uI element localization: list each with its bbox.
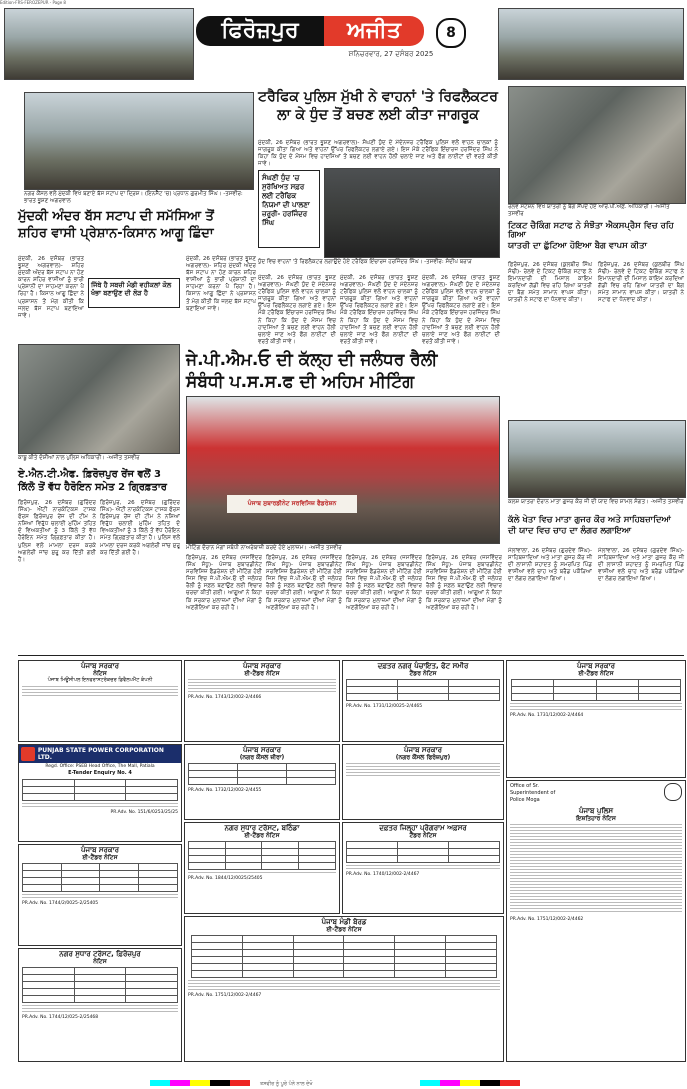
bus-stand-body-col2: ਮੁੱਦਕੀ, 26 ਦਸੰਬਰ (ਭਾਰਤ ਭੂਸ਼ਣ ਅਗਰਵਾਲ)- ਸ਼ਹਿਰ ਮੁੱਦਕੀ ਅੰਦਰ ਬੱਸ ਸਟਾਪ ਨਾ ਹੋਣ ਕਾਰਨ ਸ਼ਹਿਰ ਵਾਸੀਆਂ ਨੂੰ ਭਾਰੀ ਪ੍ਰੇਸ਼ਾਨੀ ਦਾ ਸਾਹਮਣਾ ਕਰਨਾ ਪੈ ਰਿਹਾ ਹੈ। ਕਿਸਾਨ ਆਗੂ ਛਿੰਦਾ ਨੇ ਪ੍ਰਸ਼ਾਸਨ ਤੋਂ ਮੰਗ ਕੀਤੀ ਕਿ ਜਲਦ ਬੱਸ ਸਟਾਪ ਬਣਾਇਆ ਜਾਵੇ। [186, 256, 256, 312]
gurdwara-photo [508, 420, 686, 498]
ads-divider [18, 655, 684, 656]
ad-mid-third-title: ਪੰਜਾਬ ਸਰਕਾਰ [403, 746, 442, 754]
masthead-title-part2: ਅਜੀਤ [324, 16, 424, 46]
ad-pspcl-table [22, 779, 178, 801]
police-emblem-icon [664, 783, 682, 801]
ad-left-top-text: ਪੰਜਾਬ ਮਿਊਂਸੀਪਲ ਇਨਫਰਾਸਟਰੱਕਚਰ ਡਿਵੈਲਪਮੈਂਟ ਕੰਪਨੀ [47, 677, 153, 683]
rally-headline-line1: ਜੇ.ਪੀ.ਐਮ.ਓ ਦੀ ਕੱਲ੍ਹ ਦੀ ਜਲੰਧਰ ਰੈਲੀ [186, 350, 438, 370]
bus-stand-headline-line2: ਸ਼ਹਿਰ ਵਾਸੀ ਪ੍ਰੇਸ਼ਾਨ-ਕਿਸਾਨ ਆਗੂ ਛਿੰਦਾ [18, 225, 214, 241]
masthead-right-photo [498, 8, 684, 80]
ad-mid-second [184, 744, 340, 820]
antf-headline [18, 470, 180, 493]
pspcl-logo-icon [21, 747, 35, 761]
ad-mid-fifth-title: ਦਫ਼ਤਰ ਜਿਲ੍ਹਾ ਪ੍ਰੋਗਰਾਮ ਅਫ਼ਸਰ [379, 824, 467, 832]
rally-body-col2: ਫ਼ਿਰੋਜ਼ਪੁਰ, 26 ਦਸੰਬਰ (ਜਸਵਿੰਦਰ ਸਿੰਘ ਸੰਧੂ)- ਪੰਜਾਬ ਸੁਬਾਰਡੀਨੇਟ ਸਰਵਿਸਿਜ਼ ਫੈਡਰੇਸ਼ਨ ਦੀ ਮੀਟਿੰਗ ਹੋਈ ਜਿਸ ਵਿਚ ਜੇ.ਪੀ.ਐਮ.ਓ ਦੀ ਜਲੰਧਰ ਰੈਲੀ ਨੂੰ ਸਫ਼ਲ ਬਣਾਉਣ ਲਈ ਵਿਚਾਰ ਚਰਚਾ ਕੀਤੀ ਗਈ। ਆਗੂਆਂ ਨੇ ਕਿਹਾ ਕਿ ਸਰਕਾਰ ਮੁਲਾਜ਼ਮਾਂ ਦੀਆਂ ਮੰਗਾਂ ਨੂੰ ਅਣਗੌਲਿਆ ਕਰ ਰਹੀ ਹੈ। [266, 555, 342, 611]
ad-left-bottom-subtitle: ਨੋਟਿਸ [93, 958, 107, 965]
ad-left-top-title: ਪੰਜਾਬ ਸਰਕਾਰ [80, 662, 119, 670]
gurdwara-headline-line2: ਦੀ ਯਾਦ ਵਿਚ ਚਾਹ ਦਾ ਲੰਗਰ ਲਗਾਇਆ [508, 525, 632, 536]
ad-police-ref: PR.Adv. No. 1751/12/002-2/4462 [510, 917, 584, 922]
masthead [196, 10, 472, 66]
ad-left-bottom [18, 948, 182, 1062]
ad-police-subtitle: ਇਸ਼ਤਿਹਾਰ ਨੋਟਿਸ [576, 815, 616, 822]
train-headline-line1: ਟਿਕਟ ਚੈਕਿੰਗ ਸਟਾਫ ਨੇ ਸੰਝੌਤਾ ਐਕਸਪ੍ਰੈਸ ਵਿਚ ਰਹਿ ਗਿਆ [508, 221, 674, 240]
ad-mid-fourth-title: ਨਗਰ ਸੁਧਾਰ ਟਰੱਸਟ, ਬਠਿੰਡਾ [224, 824, 300, 832]
antf-headline-line2: ਕਿੱਲੋ ਤੋਂ ਵੱਧ ਹੈਰੋਇਨ ਸਮੇਤ 2 ਗ੍ਰਿਫ਼ਤਾਰ [18, 481, 167, 493]
ad-left-mid-subtitle: ਈ-ਟੈਂਡਰ ਨੋਟਿਸ [82, 854, 118, 861]
traffic-photo [324, 168, 500, 258]
ad-right-top-subtitle: ਟੈਂਡਰ ਨੋਟਿਸ [409, 670, 437, 677]
bus-stand-headline-line1: ਮੁੱਦਕੀ ਅੰਦਰ ਬੱਸ ਸਟਾਪ ਦੀ ਸਮੱਸਿਆ ਤੋਂ [18, 209, 214, 224]
train-photo-caption: ਰੇਲਵੇ ਸਟੇਸ਼ਨ ਵਿਖੇ ਯਾਤਰੀ ਨੂੰ ਬੈਗ ਸੌਂਪਦੇ ਹੋਏ ਆਰ.ਪੀ.ਐਫ਼. ਅਧਿਕਾਰੀ। -ਅਜੀਤ ਤਸਵੀਰ [508, 204, 670, 217]
train-headline-line2: ਯਾਤਰੀ ਦਾ ਛੁੱਟਿਆ ਹੋਇਆ ਬੈਗ ਵਾਪਸ ਕੀਤਾ [508, 240, 647, 251]
ad-right-mid [506, 660, 686, 778]
masthead-date: ਸ਼ਨਿਚਰਵਾਰ, 27 ਦਸੰਬਰ 2025 [348, 50, 434, 58]
train-body-col2: ਫ਼ਿਰੋਜ਼ਪੁਰ, 26 ਦਸੰਬਰ (ਕੁਲਬੀਰ ਸਿੰਘ ਸੋਢੀ)- ਰੇਲਵੇ ਦੇ ਟਿਕਟ ਚੈਕਿੰਗ ਸਟਾਫ ਨੇ ਇਮਾਨਦਾਰੀ ਦੀ ਮਿਸਾਲ ਕਾਇਮ ਕਰਦਿਆਂ ਗੱਡੀ ਵਿਚ ਰਹਿ ਗਿਆ ਯਾਤਰੀ ਦਾ ਬੈਗ ਸਮੇਤ ਸਾਮਾਨ ਵਾਪਸ ਕੀਤਾ। ਯਾਤਰੀ ਨੇ ਸਟਾਫ ਦਾ ਧੰਨਵਾਦ ਕੀਤਾ। [598, 262, 684, 304]
traffic-headline [258, 90, 498, 122]
ad-mid-sixth-title: ਪੰਜਾਬ ਮੰਡੀ ਬੋਰਡ [321, 918, 367, 926]
rally-body-col3: ਫ਼ਿਰੋਜ਼ਪੁਰ, 26 ਦਸੰਬਰ (ਜਸਵਿੰਦਰ ਸਿੰਘ ਸੰਧੂ)- ਪੰਜਾਬ ਸੁਬਾਰਡੀਨੇਟ ਸਰਵਿਸਿਜ਼ ਫੈਡਰੇਸ਼ਨ ਦੀ ਮੀਟਿੰਗ ਹੋਈ ਜਿਸ ਵਿਚ ਜੇ.ਪੀ.ਐਮ.ਓ ਦੀ ਜਲੰਧਰ ਰੈਲੀ ਨੂੰ ਸਫ਼ਲ ਬਣਾਉਣ ਲਈ ਵਿਚਾਰ ਚਰਚਾ ਕੀਤੀ ਗਈ। ਆਗੂਆਂ ਨੇ ਕਿਹਾ ਕਿ ਸਰਕਾਰ ਮੁਲਾਜ਼ਮਾਂ ਦੀਆਂ ਮੰਗਾਂ ਨੂੰ ਅਣਗੌਲਿਆ ਕਰ ਰਹੀ ਹੈ। [346, 555, 422, 611]
antf-body-col1: ਫ਼ਿਰੋਜ਼ਪੁਰ, 26 ਦਸੰਬਰ (ਗੁਰਿੰਦਰ ਸਿੰਘ)- ਐਂਟੀ ਨਾਰਕੋਟਿਕਸ ਟਾਸਕ ਫੋਰਸ ਫ਼ਿਰੋਜ਼ਪੁਰ ਰੇਂਜ ਦੀ ਟੀਮ ਨੇ ਨਸ਼ਿਆਂ ਵਿਰੁੱਧ ਚਲਾਈ ਮੁਹਿੰਮ ਤਹਿਤ ਦੋ ਵਿਅਕਤੀਆਂ ਨੂੰ 3 ਕਿੱਲੋ ਤੋਂ ਵੱਧ ਹੈਰੋਇਨ ਸਮੇਤ ਗ੍ਰਿਫ਼ਤਾਰ ਕੀਤਾ ਹੈ। ਪੁਲਿਸ ਵਲੋਂ ਮਾਮਲਾ ਦਰਜ ਕਰਕੇ ਅਗਲੇਰੀ ਜਾਂਚ ਸ਼ੁਰੂ ਕਰ ਦਿੱਤੀ ਗਈ ਹੈ। [18, 500, 96, 563]
masthead-left-photo [4, 8, 194, 80]
traffic-body-col1: ਮੁੱਦਕੀ, 26 ਦਸੰਬਰ (ਭਾਰਤ ਭੂਸ਼ਣ ਅਗਰਵਾਲ)- ਸੰਘਣੀ ਧੁੰਦ ਦੇ ਮੱਦੇਨਜ਼ਰ ਟਰੈਫਿਕ ਪੁਲਿਸ ਵਲੋਂ ਵਾਹਨ ਚਾਲਕਾਂ ਨੂੰ ਜਾਗਰੂਕ ਕੀਤਾ ਗਿਆ ਅਤੇ ਵਾਹਨਾਂ ਉੱਪਰ ਰਿਫਲੈਕਟਰ ਲਗਾਏ ਗਏ। ਇਸ ਮੌਕੇ ਟਰੈਫਿਕ ਇੰਚਾਰਜ ਹਰਜਿੰਦਰ ਸਿੰਘ ਨੇ ਕਿਹਾ ਕਿ ਧੁੰਦ ਦੇ ਮੌਸਮ ਵਿਚ ਹਾਦਸਿਆਂ ਤੋਂ ਬਚਣ ਲਈ ਵਾਹਨ ਹੌਲੀ ਚਲਾਏ ਜਾਣ ਅਤੇ ਫੌਗ ਲਾਈਟਾਂ ਦੀ ਵਰਤੋਂ ਕੀਤੀ ਜਾਵੇ। [258, 275, 336, 345]
ad-mid-sixth [184, 916, 504, 1062]
ad-right-mid-title: ਪੰਜਾਬ ਸਰਕਾਰ [576, 662, 615, 670]
gurdwara-body-col1: ਮੱਲਾਂਵਾਲਾ, 26 ਦਸੰਬਰ (ਗੁਰਦੇਵ ਸਿੰਘ)- ਸਾਹਿਬਜ਼ਾਦਿਆਂ ਅਤੇ ਮਾਤਾ ਗੁਜਰ ਕੌਰ ਜੀ ਦੀ ਲਾਸਾਨੀ ਸ਼ਹਾਦਤ ਨੂੰ ਸਮਰਪਿਤ ਪਿੰਡ ਵਾਸੀਆਂ ਵਲੋਂ ਚਾਹ ਅਤੇ ਬਰੈਡ ਪਕੌੜਿਆਂ ਦਾ ਲੰਗਰ ਲਗਾਇਆ ਗਿਆ। [508, 548, 592, 583]
ad-mid-fourth [184, 822, 340, 914]
ad-right-top-ref: PR.Adv. No. 1731/12/0025-2/4465 [346, 704, 423, 709]
bus-stand-photo-caption: ਨਗਰ ਕੌਂਸਲ ਵਲੋਂ ਮੁੱਦਕੀ ਵਿਖੇ ਬਣਾਏ ਬੱਸ ਸਟਾਪ ਦਾ ਦ੍ਰਿਸ਼। (ਇਨਸੈੱਟ 'ਚ) ਪ੍ਰਧਾਨ ਗੁਰਮੀਤ ਸਿੰਘ। -ਤਸਵੀਰ: ਭਾਰਤ ਭੂਸ਼ਣ ਅਗਰਵਾਲ [24, 191, 243, 204]
bus-stand-body-col1: ਮੁੱਦਕੀ, 26 ਦਸੰਬਰ (ਭਾਰਤ ਭੂਸ਼ਣ ਅਗਰਵਾਲ)- ਸ਼ਹਿਰ ਮੁੱਦਕੀ ਅੰਦਰ ਬੱਸ ਸਟਾਪ ਨਾ ਹੋਣ ਕਾਰਨ ਸ਼ਹਿਰ ਵਾਸੀਆਂ ਨੂੰ ਭਾਰੀ ਪ੍ਰੇਸ਼ਾਨੀ ਦਾ ਸਾਹਮਣਾ ਕਰਨਾ ਪੈ ਰਿਹਾ ਹੈ। ਕਿਸਾਨ ਆਗੂ ਛਿੰਦਾ ਨੇ ਪ੍ਰਸ਼ਾਸਨ ਤੋਂ ਮੰਗ ਕੀਤੀ ਕਿ ਜਲਦ ਬੱਸ ਸਟਾਪ ਬਣਾਇਆ ਜਾਵੇ। [18, 256, 84, 319]
rally-photo-caption: ਮੀਟਿੰਗ ਦੌਰਾਨ ਮੰਗਾਂ ਸਬੰਧੀ ਨਾਅਰੇਬਾਜ਼ੀ ਕਰਦੇ ਹੋਏ ਮੁਲਾਜ਼ਮ। -ਅਜੀਤ ਤਸਵੀਰ [186, 545, 342, 551]
train-photo [508, 86, 686, 204]
traffic-caption: ਧੁੰਦ ਵਿਚ ਵਾਹਨਾਂ 'ਤੇ ਰਿਫਲੈਕਟਰ ਲਗਾਉਂਦੇ ਹੋਏ ਟਰੈਫਿਕ ਇੰਚਾਰਜ ਹਰਜਿੰਦਰ ਸਿੰਘ। -ਤਸਵੀਰ: ਸੰਦੀਪ ਬਰਾੜ [258, 259, 472, 265]
ad-mid-top-title: ਪੰਜਾਬ ਸਰਕਾਰ [242, 662, 281, 670]
traffic-body: ਮੁੱਦਕੀ, 26 ਦਸੰਬਰ (ਭਾਰਤ ਭੂਸ਼ਣ ਅਗਰਵਾਲ)- ਸੰਘਣੀ ਧੁੰਦ ਦੇ ਮੱਦੇਨਜ਼ਰ ਟਰੈਫਿਕ ਪੁਲਿਸ ਵਲੋਂ ਵਾਹਨ ਚਾਲਕਾਂ ਨੂੰ ਜਾਗਰੂਕ ਕੀਤਾ ਗਿਆ ਅਤੇ ਵਾਹਨਾਂ ਉੱਪਰ ਰਿਫਲੈਕਟਰ ਲਗਾਏ ਗਏ। ਇਸ ਮੌਕੇ ਟਰੈਫਿਕ ਇੰਚਾਰਜ ਹਰਜਿੰਦਰ ਸਿੰਘ ਨੇ ਕਿਹਾ ਕਿ ਧੁੰਦ ਦੇ ਮੌਸਮ ਵਿਚ ਹਾਦਸਿਆਂ ਤੋਂ ਬਚਣ ਲਈ ਵਾਹਨ ਹੌਲੀ ਚਲਾਏ ਜਾਣ ਅਤੇ ਫੌਗ ਲਾਈਟਾਂ ਦੀ ਵਰਤੋਂ ਕੀਤੀ ਜਾਵੇ। [258, 140, 498, 168]
bus-stand-photo [24, 92, 254, 190]
ad-right-mid-ref: PR.Adv. No. 1731/12/002-2/4464 [510, 713, 584, 718]
ad-pspcl-subtitle: Regd. Office: PSEB Head Office, The Mall, Patiala [45, 764, 155, 769]
registration-bar [150, 1080, 250, 1086]
ad-police [506, 780, 686, 1062]
antf-headline-line1: ਏ.ਐਨ.ਟੀ.ਐਫ. ਫ਼ਿਰੋਜ਼ਪੁਰ ਰੇਂਜ ਵਲੋਂ 3 [18, 469, 161, 480]
ad-mid-fourth-ref: PR.Adv. No. 1844/12/0025/25405 [188, 876, 263, 881]
rally-body-col4: ਫ਼ਿਰੋਜ਼ਪੁਰ, 26 ਦਸੰਬਰ (ਜਸਵਿੰਦਰ ਸਿੰਘ ਸੰਧੂ)- ਪੰਜਾਬ ਸੁਬਾਰਡੀਨੇਟ ਸਰਵਿਸਿਜ਼ ਫੈਡਰੇਸ਼ਨ ਦੀ ਮੀਟਿੰਗ ਹੋਈ ਜਿਸ ਵਿਚ ਜੇ.ਪੀ.ਐਮ.ਓ ਦੀ ਜਲੰਧਰ ਰੈਲੀ ਨੂੰ ਸਫ਼ਲ ਬਣਾਉਣ ਲਈ ਵਿਚਾਰ ਚਰਚਾ ਕੀਤੀ ਗਈ। ਆਗੂਆਂ ਨੇ ਕਿਹਾ ਕਿ ਸਰਕਾਰ ਮੁਲਾਜ਼ਮਾਂ ਦੀਆਂ ਮੰਗਾਂ ਨੂੰ ਅਣਗੌਲਿਆ ਕਰ ਰਹੀ ਹੈ। [426, 555, 502, 611]
ad-mid-sixth-subtitle: ਈ-ਟੈਂਡਰ ਨੋਟਿਸ [326, 926, 362, 933]
train-headline [508, 222, 684, 251]
antf-photo-caption: ਕਾਬੂ ਕੀਤੇ ਦੋਸ਼ੀਆਂ ਨਾਲ ਪੁਲਿਸ ਅਧਿਕਾਰੀ। -ਅਜੀਤ ਤਸਵੀਰ [18, 455, 140, 461]
gurdwara-photo-caption: ਕਲਸ਼ ਯਾਤਰਾ ਦੌਰਾਨ ਮਾਤਾ ਗੁਜਰ ਕੌਰ ਜੀ ਦੀ ਯਾਦ ਵਿਚ ਸ਼ਾਮਲ ਸੰਗਤ। -ਅਜੀਤ ਤਸਵੀਰ [508, 499, 684, 505]
rally-banner: ਪੰਜਾਬ ਸੁਬਾਰਡੀਨੇਟ ਸਰਵਿਸਿਜ਼ ਫੈਡਰੇਸ਼ਨ [227, 495, 357, 513]
page-number: 8 [436, 18, 466, 48]
gurdwara-headline-line1: ਕੱਲੇ ਖੇਤਾ ਵਿਚ ਮਾਤਾ ਗੁਜਰ ਕੌਰ ਅਤੇ ਸਾਹਿਬਜ਼ਾਦਿਆਂ [508, 515, 671, 525]
ad-mid-top [184, 660, 340, 742]
ad-pspcl-title: PUNJAB STATE POWER CORPORATION LTD. [37, 747, 164, 761]
ad-mid-top-subtitle: ਈ-ਟੈਂਡਰ ਨੋਟਿਸ [244, 670, 280, 677]
ad-left-mid [18, 844, 182, 946]
ad-mid-second-subtitle: (ਨਗਰ ਕੌਂਸਲ ਜ਼ੀਰਾ) [239, 754, 285, 761]
traffic-body-col2: ਮੁੱਦਕੀ, 26 ਦਸੰਬਰ (ਭਾਰਤ ਭੂਸ਼ਣ ਅਗਰਵਾਲ)- ਸੰਘਣੀ ਧੁੰਦ ਦੇ ਮੱਦੇਨਜ਼ਰ ਟਰੈਫਿਕ ਪੁਲਿਸ ਵਲੋਂ ਵਾਹਨ ਚਾਲਕਾਂ ਨੂੰ ਜਾਗਰੂਕ ਕੀਤਾ ਗਿਆ ਅਤੇ ਵਾਹਨਾਂ ਉੱਪਰ ਰਿਫਲੈਕਟਰ ਲਗਾਏ ਗਏ। ਇਸ ਮੌਕੇ ਟਰੈਫਿਕ ਇੰਚਾਰਜ ਹਰਜਿੰਦਰ ਸਿੰਘ ਨੇ ਕਿਹਾ ਕਿ ਧੁੰਦ ਦੇ ਮੌਸਮ ਵਿਚ ਹਾਦਸਿਆਂ ਤੋਂ ਬਚਣ ਲਈ ਵਾਹਨ ਹੌਲੀ ਚਲਾਏ ਜਾਣ ਅਤੇ ਫੌਗ ਲਾਈਟਾਂ ਦੀ ਵਰਤੋਂ ਕੀਤੀ ਜਾਵੇ। [340, 275, 418, 345]
rally-photo [186, 396, 500, 544]
ad-mid-fourth-subtitle: ਈ-ਟੈਂਡਰ ਨੋਟਿਸ [244, 832, 280, 839]
ad-mid-fifth-ref: PR.Adv. No. 1740/12/002-2/4467 [346, 872, 420, 877]
ad-mid-third-subtitle: (ਨਗਰ ਕੌਂਸਲ ਫਿਰੋਜ਼ਪੁਰ) [395, 754, 451, 761]
antf-photo [18, 344, 180, 454]
bus-stand-pullquote: ਜਿੱਥੇ ਹੈ ਸਬਜ਼ੀ ਮੰਡੀ ਵਹੀਕਲਾਂ ਕੋਲ ਖੰਭਾ ਬਣਾਉਣ ਦੀ ਲੋੜ ਹੈ [88, 278, 180, 308]
registration-bar-right [420, 1080, 520, 1086]
gurdwara-headline [508, 516, 684, 536]
rally-headline [186, 352, 498, 392]
footer-text: ਤਸਵੀਰ ਨੂੰ ਪੂਰੇ ਪੰਨੇ ਨਾਲ ਦੇਖੋ [260, 1081, 313, 1087]
ad-pspcl [18, 744, 182, 842]
antf-body-col2: ਫ਼ਿਰੋਜ਼ਪੁਰ, 26 ਦਸੰਬਰ (ਗੁਰਿੰਦਰ ਸਿੰਘ)- ਐਂਟੀ ਨਾਰਕੋਟਿਕਸ ਟਾਸਕ ਫੋਰਸ ਫ਼ਿਰੋਜ਼ਪੁਰ ਰੇਂਜ ਦੀ ਟੀਮ ਨੇ ਨਸ਼ਿਆਂ ਵਿਰੁੱਧ ਚਲਾਈ ਮੁਹਿੰਮ ਤਹਿਤ ਦੋ ਵਿਅਕਤੀਆਂ ਨੂੰ 3 ਕਿੱਲੋ ਤੋਂ ਵੱਧ ਹੈਰੋਇਨ ਸਮੇਤ ਗ੍ਰਿਫ਼ਤਾਰ ਕੀਤਾ ਹੈ। ਪੁਲਿਸ ਵਲੋਂ ਮਾਮਲਾ ਦਰਜ ਕਰਕੇ ਅਗਲੇਰੀ ਜਾਂਚ ਸ਼ੁਰੂ ਕਰ ਦਿੱਤੀ ਗਈ ਹੈ। [100, 500, 180, 556]
ad-pspcl-text: E-Tender Enquiry No. 4 [68, 770, 132, 776]
ad-mid-fifth [342, 822, 504, 914]
ad-police-title: ਪੰਜਾਬ ਪੁਲਿਸ [578, 807, 614, 815]
ad-left-mid-ref: PR.Adv. No. 1744/2/0025-2/25405 [22, 901, 99, 906]
ad-mid-top-ref: PR.Adv. No. 1743/12/002-2/4466 [188, 695, 262, 700]
ad-mid-second-ref: PR.Adv. No. 1732/12/002-2/4455 [188, 788, 262, 793]
traffic-headline-line2: ਲਾ ਕੇ ਧੁੰਦ ਤੋਂ ਬਚਣ ਲਈ ਕੀਤਾ ਜਾਗਰੂਕ [277, 106, 479, 123]
bus-stand-headline [18, 210, 256, 240]
ad-left-bottom-title: ਨਗਰ ਸੁਧਾਰ ਟਰੱਸਟ, ਫ਼ਿਰੋਜ਼ਪੁਰ [59, 950, 141, 958]
gurdwara-body-col2: ਮੱਲਾਂਵਾਲਾ, 26 ਦਸੰਬਰ (ਗੁਰਦੇਵ ਸਿੰਘ)- ਸਾਹਿਬਜ਼ਾਦਿਆਂ ਅਤੇ ਮਾਤਾ ਗੁਜਰ ਕੌਰ ਜੀ ਦੀ ਲਾਸਾਨੀ ਸ਼ਹਾਦਤ ਨੂੰ ਸਮਰਪਿਤ ਪਿੰਡ ਵਾਸੀਆਂ ਵਲੋਂ ਚਾਹ ਅਤੇ ਬਰੈਡ ਪਕੌੜਿਆਂ ਦਾ ਲੰਗਰ ਲਗਾਇਆ ਗਿਆ। [598, 548, 684, 583]
traffic-headline-line1: ਟਰੈਫਿਕ ਪੁਲਿਸ ਮੁੱਖੀ ਨੇ ਵਾਹਨਾਂ 'ਤੇ ਰਿਫਲੈਕਟਰ [258, 89, 498, 105]
masthead-title-part1: ਫਿਰੋਜ਼ਪੁਰ [196, 16, 324, 46]
rally-body-col1: ਫ਼ਿਰੋਜ਼ਪੁਰ, 26 ਦਸੰਬਰ (ਜਸਵਿੰਦਰ ਸਿੰਘ ਸੰਧੂ)- ਪੰਜਾਬ ਸੁਬਾਰਡੀਨੇਟ ਸਰਵਿਸਿਜ਼ ਫੈਡਰੇਸ਼ਨ ਦੀ ਮੀਟਿੰਗ ਹੋਈ ਜਿਸ ਵਿਚ ਜੇ.ਪੀ.ਐਮ.ਓ ਦੀ ਜਲੰਧਰ ਰੈਲੀ ਨੂੰ ਸਫ਼ਲ ਬਣਾਉਣ ਲਈ ਵਿਚਾਰ ਚਰਚਾ ਕੀਤੀ ਗਈ। ਆਗੂਆਂ ਨੇ ਕਿਹਾ ਕਿ ਸਰਕਾਰ ਮੁਲਾਜ਼ਮਾਂ ਦੀਆਂ ਮੰਗਾਂ ਨੂੰ ਅਣਗੌਲਿਆ ਕਰ ਰਹੀ ਹੈ। [186, 555, 262, 611]
page-meta: Edition-FRS-FEROZEPUR - Page 8 [0, 0, 66, 5]
ad-mid-sixth-ref: PR.Adv. No. 1751/12/002-2/4467 [188, 993, 262, 998]
ad-right-top-title: ਦਫ਼ਤਰ ਨਗਰ ਪੰਚਾਇਤ, ਫੋਟ ਸਮੀਰ [377, 662, 469, 670]
ad-left-top [18, 660, 182, 742]
ad-left-bottom-ref: PR.Adv. No. 1744/12/025-2/25468 [22, 1015, 99, 1020]
ad-pspcl-ref: PR.Adv. No. 151/6/0253/25/25 [110, 810, 178, 815]
ad-mid-second-title: ਪੰਜਾਬ ਸਰਕਾਰ [242, 746, 281, 754]
traffic-callout: ਸੰਘਣੀ ਧੁੰਦ 'ਚ ਸੁਰੱਖਿਅਤ ਸਫ਼ਰ ਲਈ ਟਰੈਫਿਕ ਨਿਯਮਾਂ ਦੀ ਪਾਲਣਾ ਜ਼ਰੂਰੀ- ਹਰਜਿੰਦਰ ਸਿੰਘ [258, 170, 320, 248]
traffic-body-col3: ਮੁੱਦਕੀ, 26 ਦਸੰਬਰ (ਭਾਰਤ ਭੂਸ਼ਣ ਅਗਰਵਾਲ)- ਸੰਘਣੀ ਧੁੰਦ ਦੇ ਮੱਦੇਨਜ਼ਰ ਟਰੈਫਿਕ ਪੁਲਿਸ ਵਲੋਂ ਵਾਹਨ ਚਾਲਕਾਂ ਨੂੰ ਜਾਗਰੂਕ ਕੀਤਾ ਗਿਆ ਅਤੇ ਵਾਹਨਾਂ ਉੱਪਰ ਰਿਫਲੈਕਟਰ ਲਗਾਏ ਗਏ। ਇਸ ਮੌਕੇ ਟਰੈਫਿਕ ਇੰਚਾਰਜ ਹਰਜਿੰਦਰ ਸਿੰਘ ਨੇ ਕਿਹਾ ਕਿ ਧੁੰਦ ਦੇ ਮੌਸਮ ਵਿਚ ਹਾਦਸਿਆਂ ਤੋਂ ਬਚਣ ਲਈ ਵਾਹਨ ਹੌਲੀ ਚਲਾਏ ਜਾਣ ਅਤੇ ਫੌਗ ਲਾਈਟਾਂ ਦੀ ਵਰਤੋਂ ਕੀਤੀ ਜਾਵੇ। [422, 275, 500, 345]
ad-right-top [342, 660, 504, 742]
ad-right-mid-subtitle: ਈ-ਟੈਂਡਰ ਨੋਟਿਸ [578, 670, 614, 677]
ad-police-office: Office of Sr. Superintendent of Police Moga [510, 783, 556, 803]
ad-left-mid-title: ਪੰਜਾਬ ਸਰਕਾਰ [80, 846, 119, 854]
ad-mid-fifth-subtitle: ਟੈਂਡਰ ਨੋਟਿਸ [409, 832, 437, 839]
ad-left-top-subtitle: ਨੋਟਿਸ [93, 670, 107, 677]
ad-mid-third [342, 744, 504, 820]
train-body-col1: ਫ਼ਿਰੋਜ਼ਪੁਰ, 26 ਦਸੰਬਰ (ਕੁਲਬੀਰ ਸਿੰਘ ਸੋਢੀ)- ਰੇਲਵੇ ਦੇ ਟਿਕਟ ਚੈਕਿੰਗ ਸਟਾਫ ਨੇ ਇਮਾਨਦਾਰੀ ਦੀ ਮਿਸਾਲ ਕਾਇਮ ਕਰਦਿਆਂ ਗੱਡੀ ਵਿਚ ਰਹਿ ਗਿਆ ਯਾਤਰੀ ਦਾ ਬੈਗ ਸਮੇਤ ਸਾਮਾਨ ਵਾਪਸ ਕੀਤਾ। ਯਾਤਰੀ ਨੇ ਸਟਾਫ ਦਾ ਧੰਨਵਾਦ ਕੀਤਾ। [508, 262, 592, 304]
rally-headline-line2: ਸੰਬੰਧੀ ਪ.ਸ.ਸ.ਫ ਦੀ ਅਹਿਮ ਮੀਟਿੰਗ [186, 371, 415, 392]
